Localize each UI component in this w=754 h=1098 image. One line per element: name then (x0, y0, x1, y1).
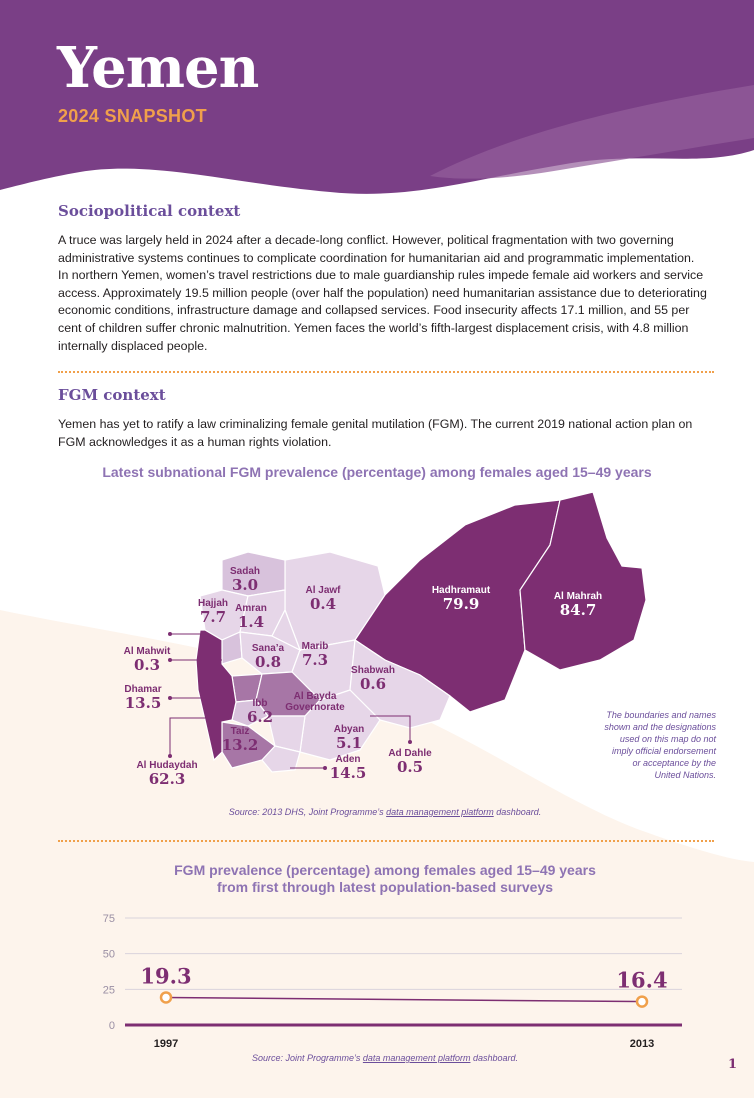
x-tick-label: 2013 (629, 1038, 655, 1050)
page-subtitle: 2024 SNAPSHOT (58, 106, 207, 126)
page-number: 1 (727, 1057, 737, 1072)
data-point (637, 997, 647, 1007)
y-tick-label: 75 (102, 913, 115, 925)
sociopolitical-body: A truce was largely held in 2024 after a decade-long conflict. However, political fragmentation with two governing administrative systems continues to complicate coordination for humanitarian aid and programmatic implementation. In northern Yemen, women’s travel restrictions due to male guardianship rules impede female aid workers and service access. Approximately 19.5 million people (over half the population) need humanitarian assistance due to deteriorating economic conditions, infrastructure damage and collapsed services. Food insecurity affects 17.1 million, and 55 per cent of children suffer chronic malnutrition. Yemen faces the world’s fifth-largest displacement crisis, with 4.8 million internally displaced people. (58, 233, 707, 353)
chart-title-line1: FGM prevalence (percentage) among females aged 15–49 years (174, 862, 596, 878)
label-amran: Amran 1.4 (235, 603, 267, 631)
map-title: Latest subnational FGM prevalence (percentage) among females aged 15–49 years (102, 464, 652, 480)
x-tick-label: 1997 (153, 1038, 179, 1050)
label-hadhramaut: Hadhramaut 79.9 (431, 585, 491, 613)
label-marib: Marib 7.3 (301, 641, 329, 669)
map-source: Source: 2013 DHS, Joint Programme’s data management platform dashboard. (228, 807, 542, 817)
label-al-hudaydah: Al Hudaydah 62.3 (136, 760, 198, 788)
data-label: 16.4 (616, 967, 668, 993)
data-label: 19.3 (140, 963, 192, 989)
label-shabwah: Shabwah 0.6 (351, 665, 395, 693)
label-sanaa: Sana’a 0.8 (251, 643, 285, 671)
y-tick-label: 25 (102, 984, 115, 997)
y-tick-label: 50 (102, 948, 115, 961)
label-hajjah: Hajjah 7.7 (197, 598, 228, 626)
label-aden: Aden 14.5 (329, 754, 367, 782)
label-al-bayda: Al Bayda Governorate (285, 691, 345, 713)
series-line (166, 997, 642, 1001)
label-al-jawf: Al Jawf 0.4 (305, 585, 341, 613)
chart-source-link[interactable]: data management platform (362, 1053, 471, 1063)
label-sadah: Sadah 3.0 (229, 566, 260, 594)
map-source-link[interactable]: data management platform (386, 807, 494, 817)
label-ad-dahle: Ad Dahle 0.5 (388, 748, 432, 776)
y-tick-label: 0 (108, 1020, 115, 1032)
label-abyan: Abyan 5.1 (333, 724, 365, 752)
label-dhamar: Dhamar 13.5 (124, 684, 162, 712)
label-ibb: Ibb 6.2 (246, 698, 274, 726)
label-taiz: Taiz 13.2 (221, 726, 259, 754)
label-al-mahrah: Al Mahrah 84.7 (553, 591, 603, 619)
fgm-body: Yemen has yet to ratify a law criminalizing female genital mutilation (FGM). The current 2019 national action plan on FGM acknowledges it as a human rights violation. (58, 417, 693, 449)
label-al-mahwit: Al Mahwit 0.3 (123, 646, 171, 674)
chart-source: Source: Joint Programme’s data management platform dashboard. (252, 1053, 518, 1063)
fgm-heading: FGM context (58, 386, 166, 404)
data-point (161, 992, 171, 1002)
sociopolitical-heading: Sociopolitical context (58, 202, 241, 220)
page-title: Yemen (57, 35, 259, 101)
chart-title-line2: from first through latest population-based surveys (216, 879, 554, 895)
map-disclaimer: The boundaries and names shown and the designations used on this map do not imply official endorsement or acceptance by the United Nations. (604, 710, 716, 780)
